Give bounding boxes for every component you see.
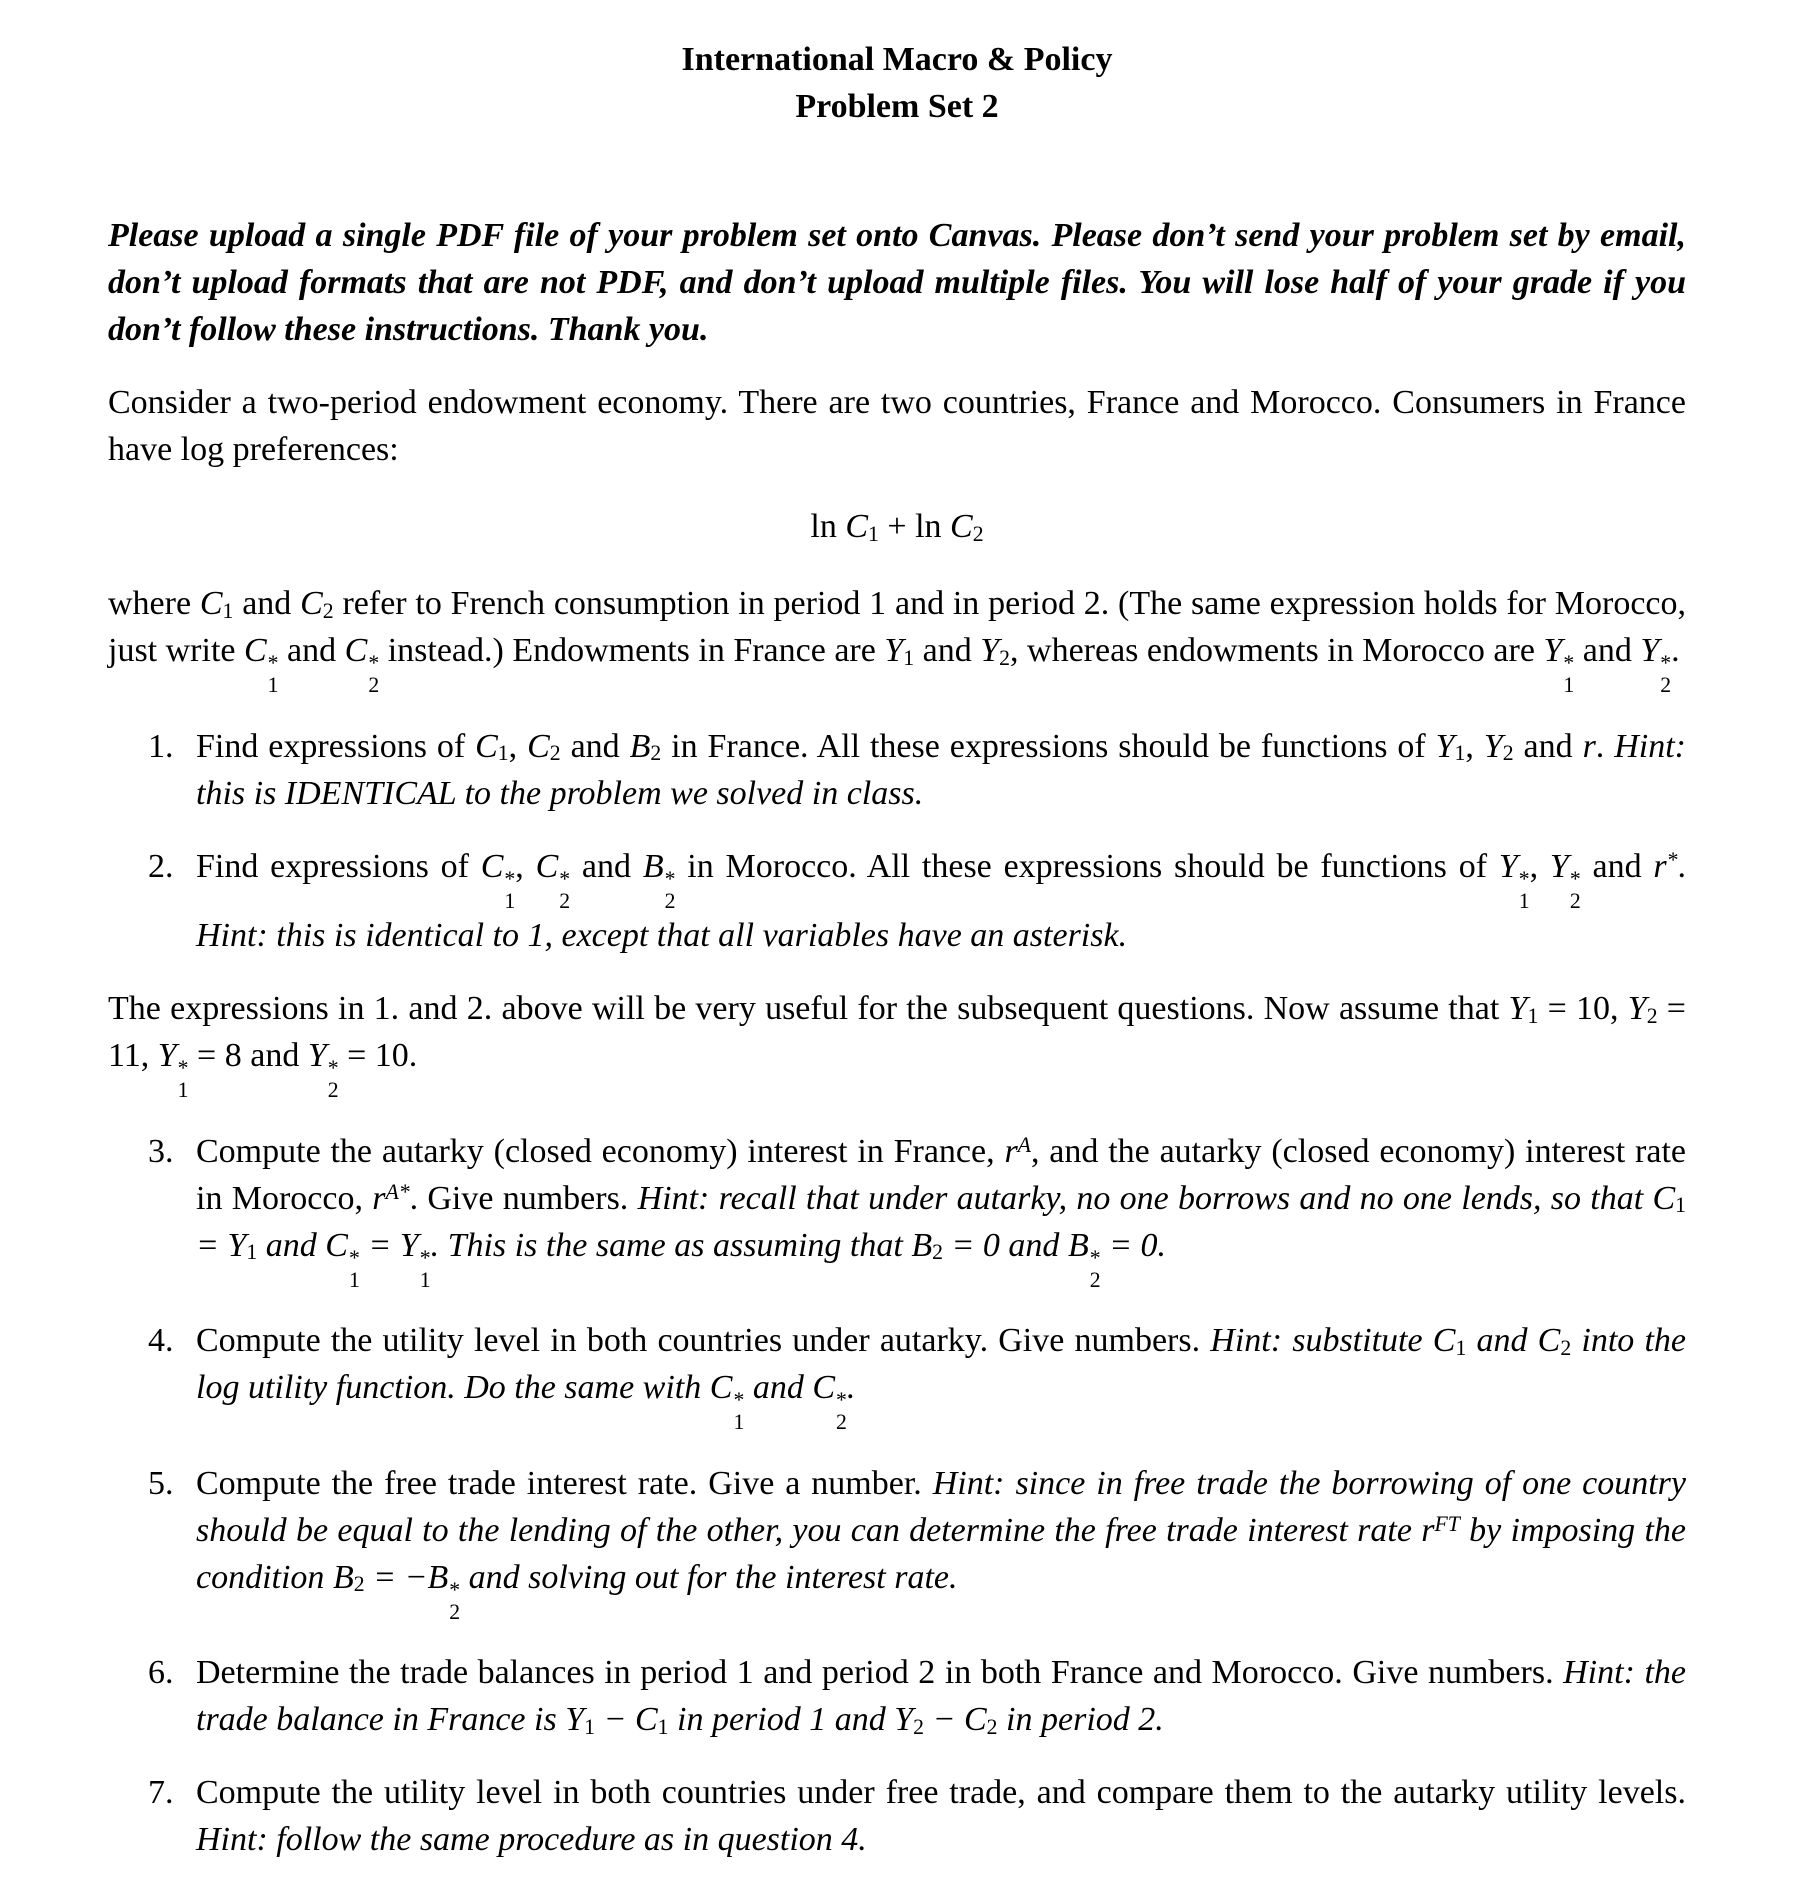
preamble-paragraph: Please upload a single PDF file of your problem set onto Canvas. Please don’t send your problem set by email, don’t upload formats that are not PDF, and don’t upload multiple files. You will lose half of your grade if you don’t follow these instructions. Thank you. [108,217,1686,348]
title-block [108,36,1686,130]
item-number: 6. [148,1654,174,1691]
list-item [108,1317,1686,1434]
item-text: Compute the free trade interest rate. Give a number. Hint: since in free trade the borrowing of one country should be equal to the lending of the other, you can determine the free trade interest rate $r^{FT}$ by imposing the condition $B_2 = -B$ * 2 and solving out for the interest rate. [196,1464,1687,1624]
list-item [108,1649,1686,1743]
item-number: 3. [148,1132,174,1170]
where-paragraph: where $C_1$ and $C_2$ refer to French consumption in period 1 and in period 2. (The same expression holds for Morocco, just write C * 1 and C * 2 instead.) Endowments in France are $Y_1$ and $Y_2$, whereas endowments in Morocco are Y * 1 and Y * 2 . [108,585,1687,698]
item-number: 4. [148,1322,174,1359]
list-item [108,723,1686,817]
item-text: Compute the autarky (closed economy) interest in France, $r^A$, and the autarky (closed economy) interest rate in Morocco, $r^{A*}$. Give numbers. Hint: recall that under autarky, no one borrows and no one lends, so that $C_1 = Y_1$ and C * 1 = Y * 1 . This is the same as assuming that $B_2 = 0$ and B * 2 = 0. [196,1132,1686,1292]
page-title: International Macro & Policy [681,41,1113,78]
item-text: Determine the trade balances in period 1 and period 2 in both France and Morocco. Give numbers. Hint: the trade balance in France is $Y_1 - C_1$ in period 1 and $Y_2 - C_2$ in period 2. [196,1654,1686,1739]
item-text: Compute the utility level in both countries under free trade, and compare them to the autarky utility levels. Hint: follow the same procedure as in question 4. [196,1774,1686,1858]
item-text: Find expressions of $C_1$, $C_2$ and $B_2$ in France. All these expressions should be functions of $Y_1$, $Y_2$ and r. Hint: this is IDENTICAL to the problem we solved in class. [196,727,1686,812]
list-item [108,1460,1686,1624]
item-text: Find expressions of C * 1 , C * 2 and B * 2 in Morocco. All these expressions should be functions of Y * 1 , Y * 2 and r*. Hint: this is identical to 1, except that all variables have an asterisk. [196,847,1687,954]
item-number: 5. [148,1464,174,1502]
numbered-list-part1 [108,723,1686,960]
numbered-list-part2 [108,1128,1686,1864]
assume-paragraph: The expressions in 1. and 2. above will be very useful for the subsequent questions. Now assume that $Y_1 = 10$, $Y_2 = 11$, Y * 1 = 8 and Y * 2 = 10. [108,990,1686,1103]
list-item [108,843,1686,960]
item-number: 7. [148,1774,174,1811]
page-subtitle: Problem Set 2 [795,88,999,125]
item-number: 2. [148,847,174,885]
display-equation: $\ln C_1 + \ln C_2$ [810,508,984,546]
item-text: Compute the utility level in both countries under autarky. Give numbers. Hint: substitute $C_1$ and $C_2$ into the log utility function. Do the same with C * 1 and C * 2 . [196,1322,1687,1435]
list-item [108,1769,1686,1863]
intro-paragraph: Consider a two-period endowment economy. There are two countries, France and Morocco. Consumers in France have log preferences: [108,384,1686,468]
item-number: 1. [148,727,174,765]
list-item [108,1128,1686,1292]
